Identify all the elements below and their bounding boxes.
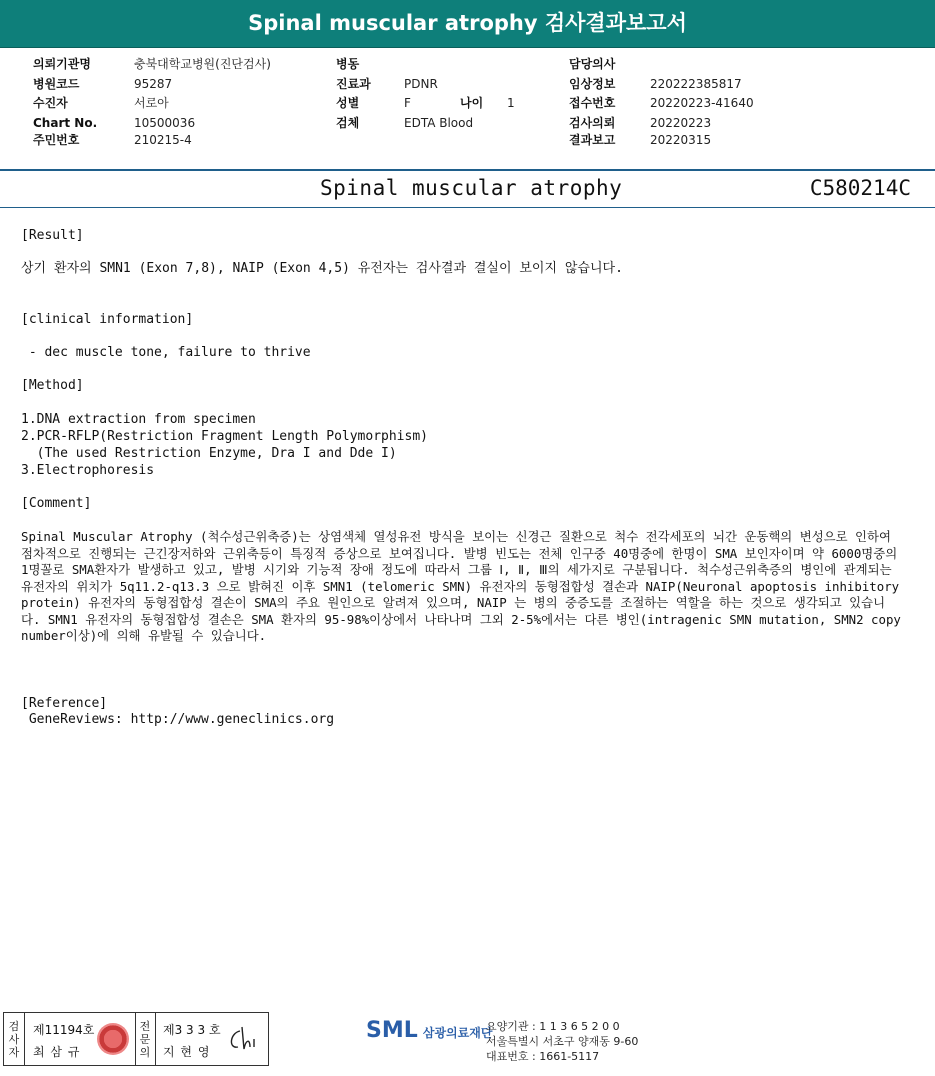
value: 10500036 — [134, 115, 196, 130]
comment-heading: [Comment] — [21, 496, 92, 511]
report-code: C580214C — [809, 176, 911, 200]
signature-icon — [224, 1025, 262, 1055]
address: 서울특별시 서초구 양재동 9-60 — [486, 1035, 639, 1048]
label: 결과보고 — [569, 133, 616, 147]
label: 임상정보 — [569, 76, 616, 91]
report-title: Spinal muscular atrophy — [320, 176, 623, 200]
label: 병동 — [336, 57, 360, 71]
label: 접수번호 — [569, 96, 616, 110]
label: 성별 — [336, 96, 360, 110]
reference-heading: [Reference] — [21, 696, 108, 711]
label: 검체 — [336, 115, 360, 130]
org-address — [486, 1019, 638, 1064]
value: 220222385817 — [650, 76, 742, 91]
label: 병원코드 — [33, 76, 80, 91]
method-heading: [Method] — [21, 378, 84, 393]
comment-text: Spinal Muscular Atrophy (척수성근위축증)는 상염색체 열성유전 방식을 보이는 신경근 질환으로 척수 전각세포의 뇌간 운동핵의 변성으로 인하여 점차적으로 진행되는 근긴장저하와 근위축등이 특징적 증상으로 보여집니다. 발병 빈도는 전체 인구중 40명중에 한명이 SMA 보인자이며 약 6000명중의 1명꼴로 SMA환자가 발생하고 있고, 발병 시기와 기능적 장애 정도에 따라서 그룹 Ⅰ, Ⅱ, Ⅲ의 세가지로 구분됩니다. 척수성근위축증의 병인에 관계되는 유전자의 위치가 5q11.2-q13.3 으로 밝혀진 이후 SMN1 (telomeric SMN) 유전자의 동형접합성 결손과 NAIP(Neuronal apoptosis inhibitory protein) 유전자의 동형접합성 결손이 SMA의 주요 원인으로 알려져 있으며, NAIP 는 병의 중증도를 조절하는 역할을 하는 것으로 생각되고 있습니다. SMN1 유전자의 동형접합성 결손은 SMA 환자의 95-98%이상에서 나타나며 그외 2-5%에서는 다른 병인(intragenic SMN mutation, SMN2 copy number이상)에 의해 유발될 수 있습니다. — [21, 529, 901, 643]
seal-stamp — [97, 1023, 129, 1055]
signature-box — [3, 1012, 269, 1066]
reviewer-license: 제3 3 3 호 — [163, 1023, 221, 1037]
info-column-2 — [336, 55, 515, 133]
result-heading: [Result] — [21, 228, 84, 243]
value: 210215-4 — [134, 133, 192, 147]
reviewer-name: 지 현 영 — [163, 1045, 211, 1059]
report-header-title: Spinal muscular atrophy 검사결과보고서 — [0, 0, 935, 48]
reviewer-label: 전문의 — [139, 1020, 151, 1059]
examiner-name: 최 삼 규 — [33, 1045, 81, 1059]
institution-code: 요양기관 : 1 1 3 6 5 2 0 0 — [486, 1020, 620, 1033]
divider — [0, 207, 935, 208]
label: 검사의뢰 — [569, 115, 616, 130]
value: PDNR — [404, 76, 438, 91]
label: 수진자 — [33, 96, 68, 110]
method-line: (The used Restriction Enzyme, Dra I and Dde I) — [21, 446, 397, 461]
label: 진료과 — [336, 76, 371, 91]
value: 서로아 — [134, 96, 169, 110]
phone: 대표번호 : 1661-5117 — [486, 1050, 600, 1063]
result-text: 상기 환자의 SMN1 (Exon 7,8), NAIP (Exon 4,5) 유전자는 검사결과 결실이 보이지 않습니다. — [21, 261, 623, 276]
info-column-3 — [569, 55, 754, 151]
value: 20220223-41640 — [650, 96, 754, 110]
report-body — [21, 228, 911, 727]
clinical-text: - dec muscle tone, failure to thrive — [21, 345, 311, 360]
label: 주민번호 — [33, 133, 80, 147]
org-name: 삼광의료재단 — [422, 1026, 493, 1040]
value: 20220315 — [650, 133, 712, 147]
method-line: 3.Electrophoresis — [21, 463, 155, 478]
reference-text: GeneReviews: http://www.geneclinics.org — [21, 712, 335, 727]
examiner-label: 검사자 — [8, 1020, 20, 1059]
examiner-license: 제11194호 — [33, 1023, 95, 1037]
age-label: 나이 — [460, 96, 484, 110]
logo-text: SML — [366, 1018, 418, 1043]
label: Chart No. — [33, 115, 98, 130]
sml-logo — [366, 1018, 492, 1043]
value: 20220223 — [650, 115, 712, 130]
method-line: 1.DNA extraction from specimen — [21, 412, 256, 427]
label: 의뢰기관명 — [33, 57, 91, 71]
method-line: 2.PCR-RFLP(Restriction Fragment Length Polymorphism) — [21, 429, 428, 444]
value: 충북대학교병원(진단검사) — [134, 57, 271, 71]
label: 담당의사 — [569, 57, 616, 71]
divider — [0, 169, 935, 171]
value: EDTA Blood — [404, 115, 474, 130]
value: 95287 — [134, 76, 173, 91]
value: F — [404, 96, 411, 110]
info-column-1 — [33, 55, 271, 151]
clinical-heading: [clinical information] — [21, 312, 194, 327]
age-value: 1 — [507, 96, 515, 110]
